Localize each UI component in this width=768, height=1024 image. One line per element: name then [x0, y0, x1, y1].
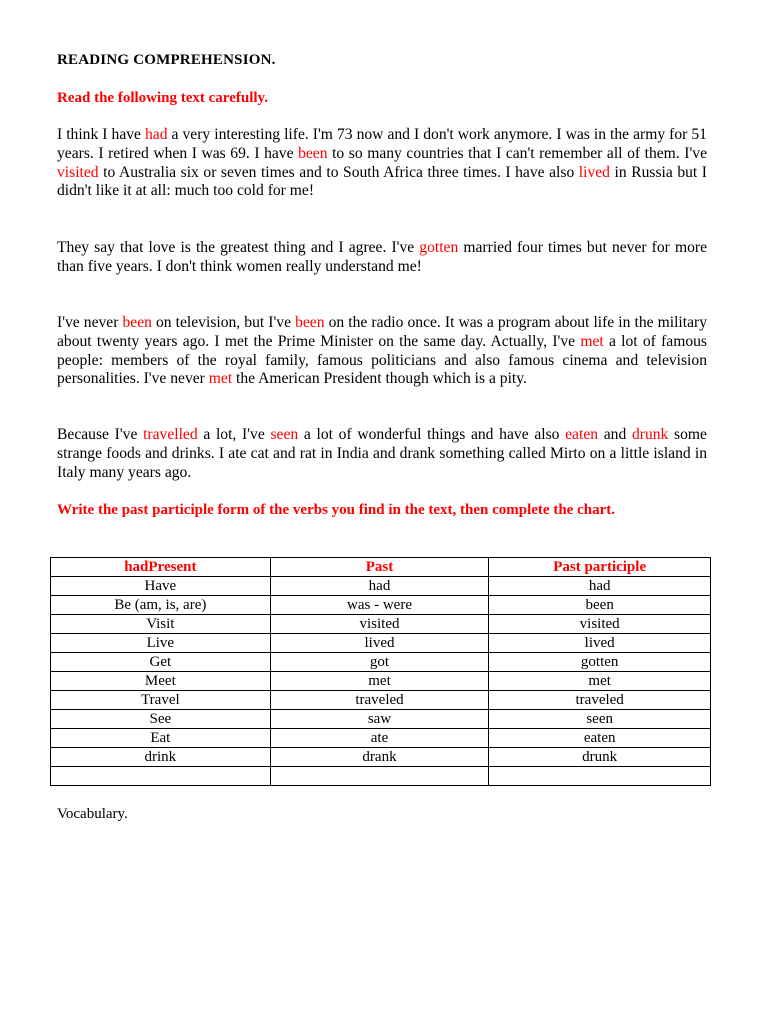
past-cell: was - were	[270, 596, 489, 615]
text-segment: and	[598, 426, 632, 443]
highlighted-verb: lived	[578, 163, 610, 181]
past-cell: visited	[270, 615, 489, 634]
present-cell: Eat	[51, 729, 271, 748]
present-cell: drink	[51, 748, 271, 767]
header-past: Past	[270, 558, 489, 577]
highlighted-verb: met	[580, 332, 604, 350]
past-participle-cell: seen	[489, 710, 711, 729]
past-participle-cell: visited	[489, 615, 711, 634]
table-row	[51, 615, 711, 634]
table-row	[51, 767, 711, 786]
table-row	[51, 672, 711, 691]
paragraph-3	[57, 314, 707, 389]
verb-chart	[50, 557, 711, 786]
highlighted-verb: travelled	[143, 426, 198, 443]
present-cell: Meet	[51, 672, 271, 691]
highlighted-verb: been	[122, 314, 152, 331]
table-row	[51, 748, 711, 767]
past-participle-cell: been	[489, 596, 711, 615]
table-row	[51, 710, 711, 729]
present-cell: See	[51, 710, 271, 729]
text-segment: a lot, I've	[197, 426, 271, 443]
past-cell: met	[270, 672, 489, 691]
highlighted-verb: gotten	[419, 239, 459, 256]
vocabulary-label: Vocabulary.	[57, 806, 128, 822]
writing-instruction: Write the past participle form of the verbs you find in the text, then complete the chart.	[57, 502, 615, 518]
table-row	[51, 577, 711, 596]
text-segment: on the radio once. It was a program about life in the military about twenty years ago. I met the Prime Minister on the same day. Actually, I've	[57, 314, 707, 350]
text-segment: to Australia six or seven times and to South Africa three times. I have also	[98, 163, 579, 181]
highlighted-verb: seen	[270, 426, 299, 443]
past-participle-cell: gotten	[489, 653, 711, 672]
table-row	[51, 691, 711, 710]
present-cell: Visit	[51, 615, 271, 634]
past-cell	[270, 767, 489, 786]
past-participle-cell	[489, 767, 711, 786]
past-cell: saw	[270, 710, 489, 729]
past-cell: ate	[270, 729, 489, 748]
present-cell: Travel	[51, 691, 271, 710]
table-row	[51, 596, 711, 615]
past-participle-cell: met	[489, 672, 711, 691]
text-segment: I think I have	[57, 126, 145, 143]
highlighted-verb: been	[298, 144, 328, 162]
present-cell: Be (am, is, are)	[51, 596, 271, 615]
past-participle-cell: lived	[489, 634, 711, 653]
header-present: hadPresent	[51, 558, 271, 577]
text-segment: a lot of famous people: members of the royal family, famous politicians and also famous cinema and television personalities. I've never	[57, 332, 707, 388]
reading-instruction: Read the following text carefully.	[57, 90, 268, 106]
past-participle-cell: drunk	[489, 748, 711, 767]
text-segment: a very interesting life. I'm 73 now and I don't work anymore. I was in the army for 51 years. I retired when I was 69. I have	[57, 126, 707, 162]
past-participle-cell: traveled	[489, 691, 711, 710]
past-cell: drank	[270, 748, 489, 767]
highlighted-verb: been	[295, 314, 325, 331]
highlighted-verb: eaten	[565, 426, 599, 443]
text-segment: a lot of wonderful things and have also	[298, 426, 566, 443]
text-segment: the American President though which is a pity.	[232, 370, 527, 388]
chart-body	[51, 577, 711, 786]
text-segment: on television, but I've	[151, 314, 296, 331]
past-participle-cell: had	[489, 577, 711, 596]
text-segment: I've never	[57, 314, 123, 331]
present-cell: Live	[51, 634, 271, 653]
paragraph-1	[57, 126, 707, 201]
text-segment: married four times but never for more than five years. I don't think women really understand me!	[57, 239, 707, 275]
present-cell	[51, 767, 271, 786]
highlighted-verb: visited	[57, 163, 99, 181]
past-cell: traveled	[270, 691, 489, 710]
text-segment: They say that love is the greatest thing and I agree. I've	[57, 239, 420, 256]
chart-header-row	[51, 558, 711, 577]
paragraph-4	[57, 426, 707, 482]
table-row	[51, 729, 711, 748]
text-segment: to so many countries that I can't remember all of them. I've	[327, 144, 707, 162]
highlighted-verb: drunk	[631, 426, 669, 443]
table-row	[51, 634, 711, 653]
table-row	[51, 653, 711, 672]
present-cell: Have	[51, 577, 271, 596]
highlighted-verb: had	[145, 126, 168, 143]
header-past-participle: Past participle	[489, 558, 711, 577]
paragraph-2	[57, 239, 707, 277]
highlighted-verb: met	[208, 370, 233, 388]
text-segment: some strange foods and drinks. I ate cat and rat in India and drank something called Mirto on a little island in Italy many years ago.	[57, 426, 707, 481]
text-segment: Because I've	[57, 426, 144, 443]
page-title: READING COMPREHENSION.	[57, 52, 276, 68]
past-cell: lived	[270, 634, 489, 653]
past-participle-cell: eaten	[489, 729, 711, 748]
text-segment: in Russia but I didn't like it at all: much too cold for me!	[57, 163, 707, 200]
past-cell: had	[270, 577, 489, 596]
present-cell: Get	[51, 653, 271, 672]
past-cell: got	[270, 653, 489, 672]
